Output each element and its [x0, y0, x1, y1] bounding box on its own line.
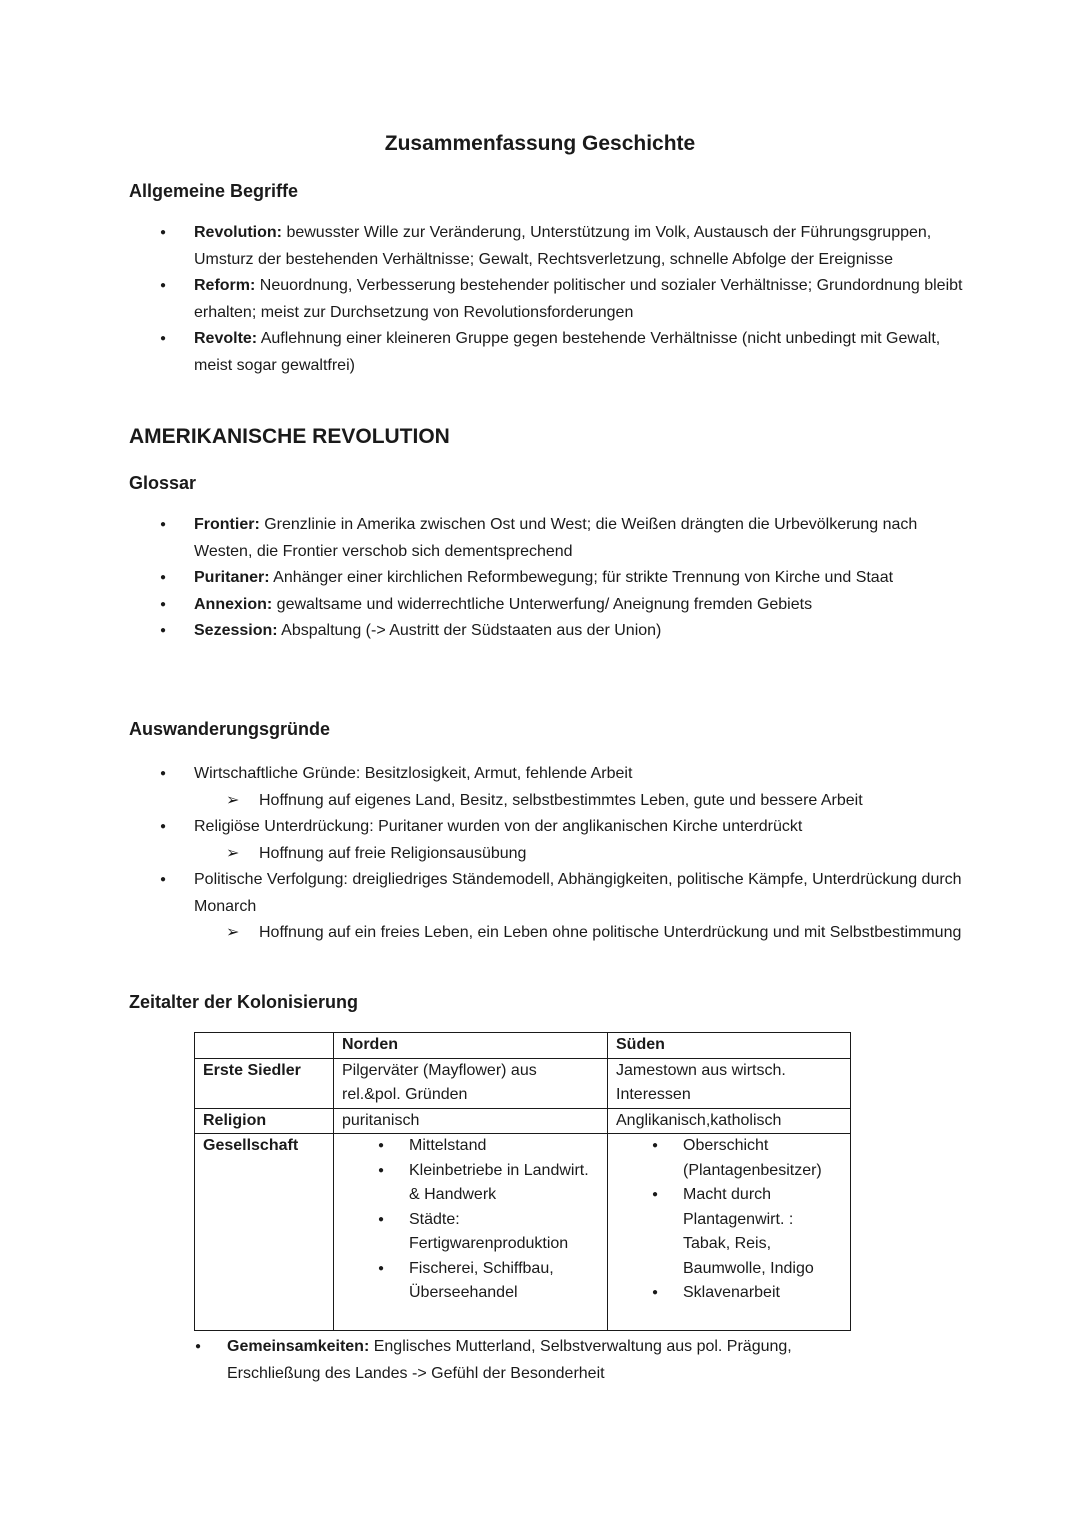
table-cell: Pilgerväter (Mayflower) aus rel.&pol. Gründen	[334, 1058, 608, 1108]
list-item	[0, 512, 964, 565]
list-item: ● Städte: Fertigwarenproduktion	[342, 1208, 599, 1257]
row-label: Gesellschaft	[195, 1134, 334, 1331]
hope-line	[194, 841, 964, 868]
hope-text: Hoffnung auf ein freies Leben, ein Leben ohne politische Unterdrückung und mit Selbstbestimmung	[259, 924, 962, 941]
reason-text: Wirtschaftliche Gründe: Besitzlosigkeit, Armut, fehlende Arbeit	[194, 765, 633, 782]
kolonisierung-table	[194, 1032, 851, 1331]
term-label: Reform:	[194, 277, 256, 294]
list-item	[0, 273, 964, 326]
list-item: ● Oberschicht (Plantagenbesitzer)	[616, 1134, 842, 1183]
heading-allgemeine-begriffe: Allgemeine Begriffe	[129, 181, 299, 201]
list-glossar	[0, 512, 1000, 645]
heading-kolonisierung: Zeitalter der Kolonisierung	[129, 992, 359, 1012]
list-item: ● Fischerei, Schiffbau, Überseehandel	[342, 1257, 599, 1306]
term-text: Englisches Mutterland, Selbstverwaltung aus pol. Prägung, Erschließung des Landes -> Gefühl der Besonderheit	[227, 1338, 792, 1382]
term-label: Frontier:	[194, 516, 260, 533]
arrow-icon: ➢	[226, 844, 240, 862]
table-cell	[195, 1033, 334, 1059]
sueden-society-list	[616, 1134, 842, 1306]
norden-society-list	[342, 1134, 599, 1306]
table-row	[195, 1108, 851, 1134]
list-item: ● Mittelstand	[342, 1134, 599, 1159]
table-row	[195, 1058, 851, 1108]
section-title: AMERIKANISCHE REVOLUTION	[129, 425, 450, 448]
term-label: Sezession:	[194, 622, 278, 639]
table-cell: Anglikanisch,katholisch	[608, 1108, 851, 1134]
table-cell: Jamestown aus wirtsch. Interessen	[608, 1058, 851, 1108]
table-cell	[334, 1134, 608, 1331]
heading-auswanderungsgruende: Auswanderungsgründe	[129, 719, 331, 739]
table-row	[195, 1134, 851, 1331]
table-row	[195, 1033, 851, 1059]
list-auswanderungsgruende	[0, 761, 1000, 947]
table-cell: puritanisch	[334, 1108, 608, 1134]
list-item	[0, 565, 964, 592]
column-header-norden: Norden	[334, 1033, 608, 1059]
term-text: Auflehnung einer kleineren Gruppe gegen bestehende Verhältnisse (nicht unbedingt mit Gewalt, meist sogar gewaltfrei)	[194, 330, 941, 374]
table-cell	[608, 1134, 851, 1331]
reason-text: Politische Verfolgung: dreigliedriges Ständemodell, Abhängigkeiten, politische Kämpfe, Unterdrückung durch Monarch	[194, 871, 962, 915]
list-item	[0, 618, 964, 645]
list-item	[0, 592, 964, 619]
list-item: ● Macht durch Plantagenwirt. : Tabak, Reis, Baumwolle, Indigo	[616, 1183, 842, 1281]
heading-glossar: Glossar	[129, 473, 197, 493]
term-text: Neuordnung, Verbesserung bestehender politischer und sozialer Verhältnisse; Grundordnung bleibt erhalten; meist zur Durchsetzung von Revolutionsforderungen	[194, 277, 963, 321]
list-item	[0, 867, 964, 947]
term-label: Annexion:	[194, 595, 273, 613]
list-item	[0, 761, 964, 814]
list-item	[0, 220, 964, 273]
hope-text: Hoffnung auf eigenes Land, Besitz, selbstbestimmtes Leben, gute und bessere Arbeit	[259, 791, 863, 809]
term-text: Anhänger einer kirchlichen Reformbewegung; für strikte Trennung von Kirche und Staat	[269, 569, 894, 586]
term-label: Revolution:	[194, 224, 282, 241]
list-item	[0, 814, 964, 867]
list-item	[0, 1334, 877, 1387]
column-header-sueden: Süden	[608, 1033, 851, 1059]
reason-text: Religiöse Unterdrückung: Puritaner wurden von der anglikanischen Kirche unterdrückt	[194, 818, 803, 835]
term-text: Grenzlinie in Amerika zwischen Ost und West; die Weißen drängten die Urbevölkerung nach Westen, die Frontier verschob sich dementsprechend	[194, 516, 918, 560]
term-text: gewaltsame und widerrechtliche Unterwerfung/ Aneignung fremden Gebiets	[272, 595, 813, 613]
hope-line	[194, 920, 964, 947]
list-gemeinsamkeiten	[0, 1334, 877, 1387]
term-label: Gemeinsamkeiten:	[227, 1338, 370, 1355]
list-item: ● Sklavenarbeit	[616, 1281, 842, 1306]
hope-text: Hoffnung auf freie Religionsausübung	[259, 844, 527, 862]
term-text: Abspaltung (-> Austritt der Südstaaten aus der Union)	[277, 622, 662, 639]
list-item: ● Kleinbetriebe in Landwirt. & Handwerk	[342, 1159, 599, 1208]
list-allgemeine-begriffe	[0, 220, 1000, 379]
term-text: bewusster Wille zur Veränderung, Unterstützung im Volk, Austausch der Führungsgruppen, Umsturz der bestehenden Verhältnisse; Gewalt, Rechtsverletzung, schnelle Abfolge der Ereignisse	[194, 224, 932, 268]
term-label: Revolte:	[194, 330, 258, 347]
term-label: Puritaner:	[194, 569, 270, 586]
arrow-icon: ➢	[226, 924, 240, 941]
page-title: Zusammenfassung Geschichte	[384, 132, 696, 155]
arrow-icon: ➢	[226, 791, 240, 809]
list-item	[0, 326, 964, 379]
row-label: Erste Siedler	[195, 1058, 334, 1108]
hope-line	[194, 788, 964, 815]
row-label: Religion	[195, 1108, 334, 1134]
